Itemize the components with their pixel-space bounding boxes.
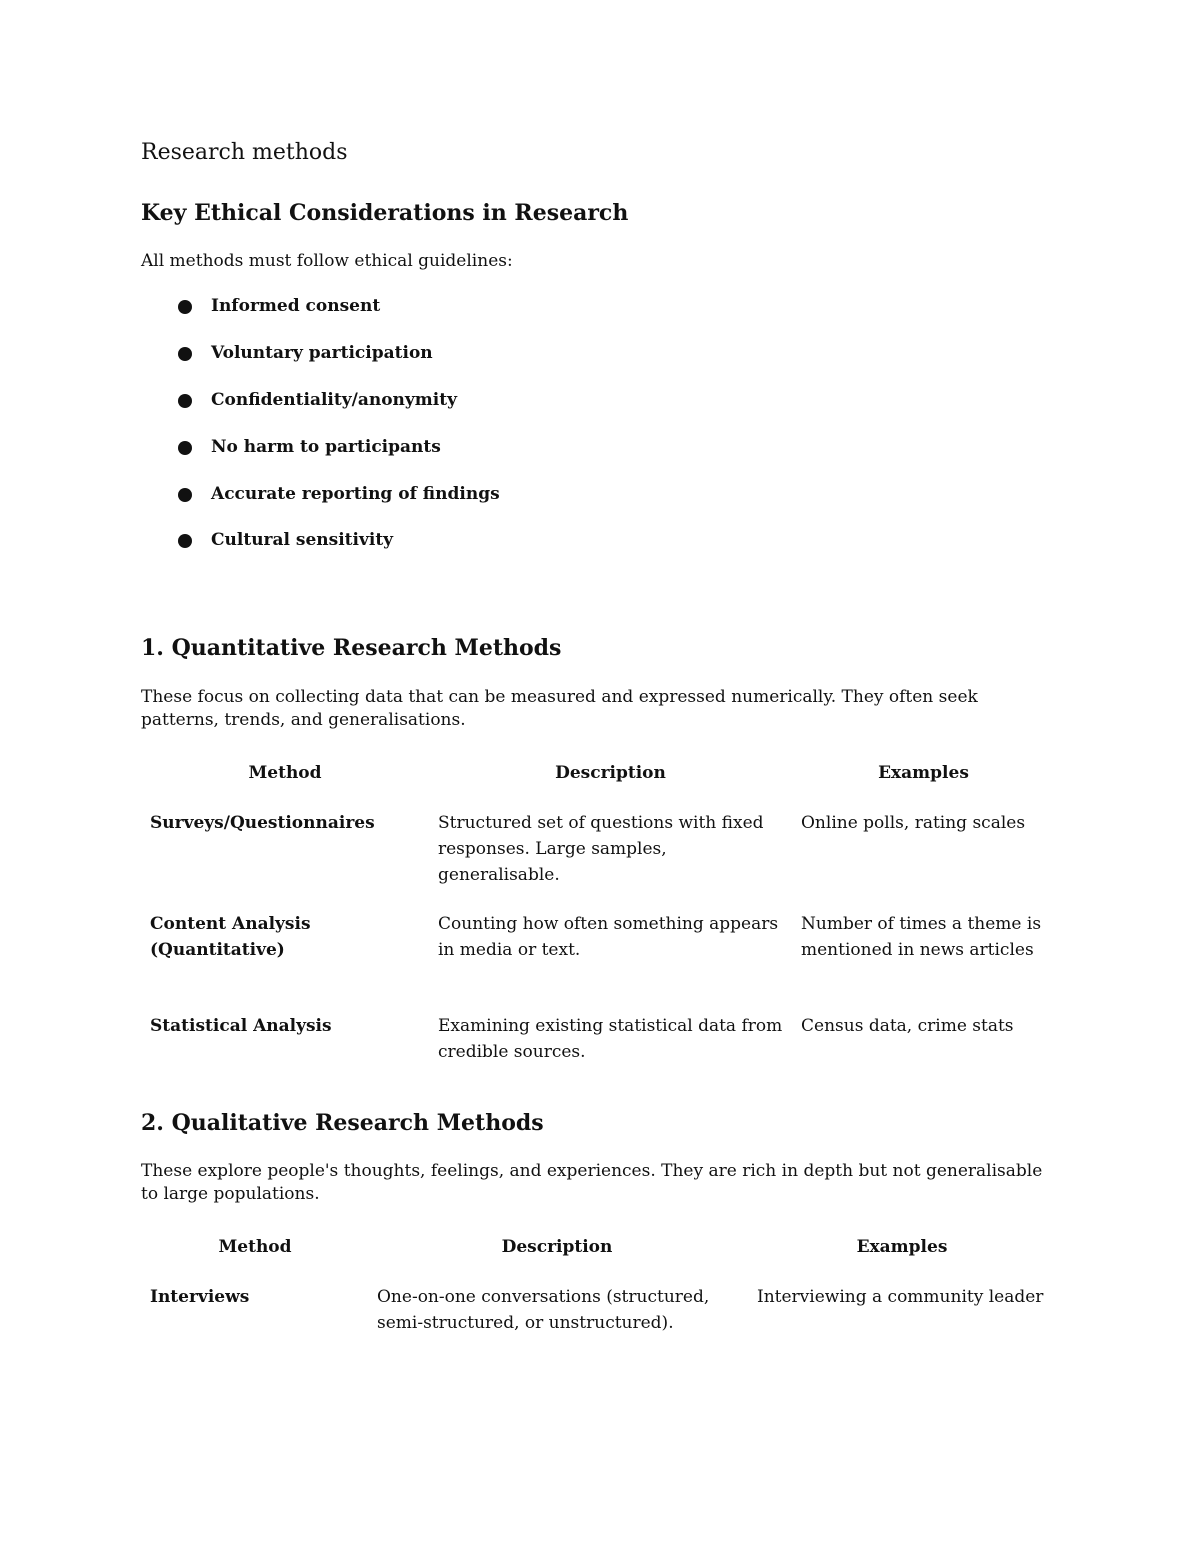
bullet-icon [178, 534, 192, 548]
document-title: Research methods [141, 140, 348, 165]
list-item-label: Cultural sensitivity [211, 530, 394, 550]
cell-description: Counting how often something appears in media or text. [438, 914, 779, 960]
cell-method: Surveys/Questionnaires [150, 813, 375, 833]
quantitative-intro: These focus on collecting data that can be measured and expressed numerically. They often seek patterns, trends, and generalisations. [141, 687, 978, 730]
qualitative-heading: 2. Qualitative Research Methods [141, 1110, 544, 1136]
column-header-method: Method [248, 763, 322, 783]
column-header-examples: Examples [878, 763, 969, 783]
ethics-heading: Key Ethical Considerations in Research [141, 200, 629, 226]
bullet-icon [178, 347, 192, 361]
list-item-label: Accurate reporting of findings [211, 484, 500, 504]
cell-examples: Census data, crime stats [801, 1016, 1014, 1036]
column-header-description: Description [501, 1237, 613, 1257]
cell-examples: Number of times a theme is mentioned in news articles [801, 914, 1042, 960]
cell-method: Statistical Analysis [150, 1016, 332, 1036]
cell-method: Content Analysis (Quantitative) [150, 914, 311, 960]
column-header-description: Description [555, 763, 666, 783]
column-header-method: Method [218, 1237, 292, 1257]
list-item-label: Informed consent [211, 296, 381, 316]
qualitative-intro: These explore people's thoughts, feelings, and experiences. They are rich in depth but not generalisable to large populations. [141, 1161, 1043, 1204]
bullet-icon [178, 300, 192, 314]
list-item-label: Voluntary participation [211, 343, 433, 363]
cell-examples: Online polls, rating scales [801, 813, 1026, 833]
ethics-intro: All methods must follow ethical guidelines: [141, 251, 513, 271]
list-item-label: No harm to participants [211, 437, 441, 457]
column-header-examples: Examples [856, 1237, 948, 1257]
cell-description: Examining existing statistical data from credible sources. [438, 1016, 783, 1062]
cell-method: Interviews [150, 1287, 250, 1307]
bullet-icon [178, 394, 192, 408]
cell-examples: Interviewing a community leader [757, 1287, 1044, 1307]
list-item-label: Confidentiality/anonymity [211, 390, 457, 410]
cell-description: Structured set of questions with fixed responses. Large samples, generalisable. [438, 813, 764, 885]
cell-description: One-on-one conversations (structured, semi-structured, or unstructured). [377, 1287, 710, 1333]
bullet-icon [178, 441, 192, 455]
bullet-icon [178, 488, 192, 502]
quantitative-heading: 1. Quantitative Research Methods [141, 635, 562, 661]
